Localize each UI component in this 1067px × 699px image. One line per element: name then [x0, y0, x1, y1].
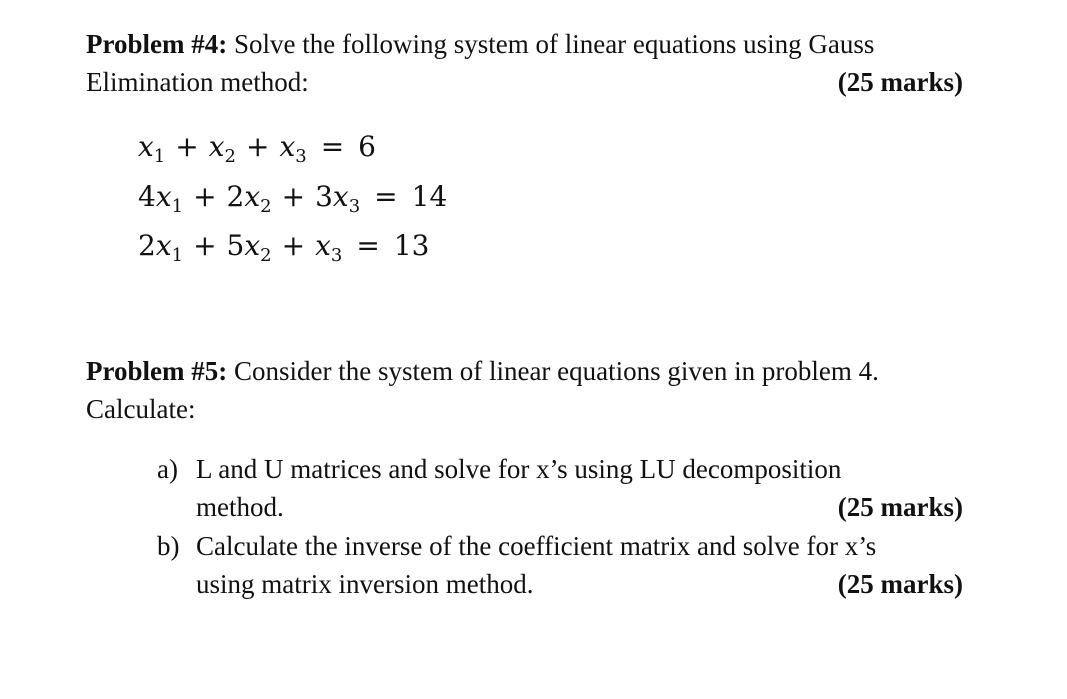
- equation-2: [138, 180, 448, 217]
- eq2-plus-2: +: [281, 180, 306, 213]
- item-b-line2: using matrix inversion method.: [196, 569, 534, 599]
- eq3-equals: =: [356, 229, 380, 262]
- problem4-marks: (25 marks): [837, 67, 963, 97]
- eq3-plus-2: +: [281, 229, 306, 262]
- problem5-label: Problem #5:: [86, 356, 228, 386]
- eq2-term3-coef: 3: [315, 180, 333, 213]
- item-a-line1: L and U matrices and solve for x’s using LU decomposition: [196, 454, 842, 484]
- eq3-plus-1: +: [193, 229, 217, 262]
- eq1-rhs: 6: [358, 130, 376, 163]
- eq2-term2-coef: 2: [226, 180, 245, 213]
- problem4-label: Problem #4:: [86, 29, 228, 59]
- eq1-term1-sub: 1: [153, 146, 166, 167]
- eq3-term2-coef: 5: [226, 229, 245, 262]
- item-b-line1: Calculate the inverse of the coefficient matrix and solve for x’s: [196, 531, 877, 561]
- eq3-term1-var: x: [155, 229, 172, 262]
- eq2-equals: =: [374, 180, 398, 213]
- equation-1: [138, 130, 376, 167]
- eq2-term2-var: x: [244, 180, 261, 213]
- problem4-text-line2: Elimination method:: [86, 67, 309, 97]
- problem4-text-line1: Solve the following system of linear equations using Gauss: [227, 29, 875, 59]
- eq2-term3-sub: 3: [348, 196, 361, 217]
- eq2-term1-coef: 4: [138, 180, 156, 213]
- eq3-term3-sub: 3: [330, 245, 343, 266]
- eq3-rhs: 13: [393, 229, 430, 262]
- eq2-term1-sub: 1: [171, 196, 184, 217]
- eq3-term2-sub: 2: [260, 245, 272, 266]
- problem5-text-line1: Consider the system of linear equations given in problem 4.: [227, 356, 879, 386]
- eq1-term3-sub: 3: [295, 146, 307, 167]
- eq3-term3-var: x: [315, 229, 331, 262]
- eq1-plus-2: +: [245, 130, 270, 163]
- item-a-marks: (25 marks): [837, 492, 963, 522]
- eq1-term2-sub: 2: [224, 146, 236, 167]
- item-a-line2: method.: [196, 492, 284, 522]
- eq3-term1-sub: 1: [171, 245, 184, 266]
- eq1-plus-1: +: [175, 130, 199, 163]
- eq1-term3-var: x: [279, 130, 296, 163]
- equation-3: [138, 229, 430, 266]
- eq2-rhs: 14: [411, 180, 448, 213]
- eq2-term2-sub: 2: [260, 196, 272, 217]
- eq2-term1-var: x: [155, 180, 172, 213]
- problem5-text-line2: Calculate:: [86, 394, 196, 424]
- eq3-term1-coef: 2: [138, 229, 156, 262]
- item-b-marks: (25 marks): [837, 569, 963, 599]
- eq3-term2-var: x: [244, 229, 261, 262]
- problem5-statement-line1: [86, 355, 879, 387]
- eq2-term3-var: x: [332, 180, 349, 213]
- problem4-statement-line1: [86, 28, 874, 60]
- eq1-term1-var: x: [138, 130, 154, 163]
- eq1-equals: =: [320, 130, 345, 163]
- item-a-letter: a): [157, 454, 178, 484]
- eq2-plus-1: +: [193, 180, 217, 213]
- eq1-term2-var: x: [208, 130, 225, 163]
- item-b-letter: b): [157, 531, 180, 561]
